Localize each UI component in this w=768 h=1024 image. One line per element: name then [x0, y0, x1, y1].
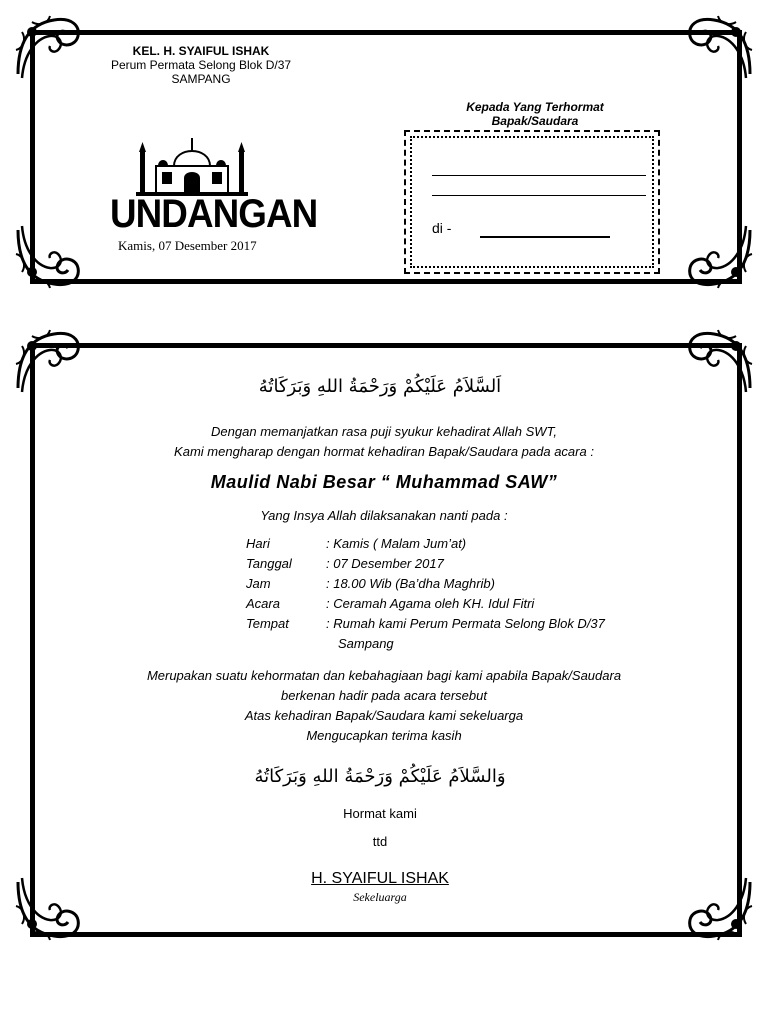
address-line-1[interactable]: [432, 175, 646, 176]
ornament-corner-icon: [684, 872, 754, 942]
closing-line-2: berkenan hadir pada acara tersebut: [281, 688, 487, 703]
recipient-heading-line1: Kepada Yang Terhormat: [466, 100, 604, 114]
detail-value: : 18.00 Wib (Ba’dha Maghrib): [326, 576, 495, 591]
detail-value: : Rumah kami Perum Permata Selong Blok D/37: [326, 616, 605, 631]
detail-label: Jam: [246, 576, 271, 591]
mosque-icon: [134, 128, 250, 198]
intro-line-2: Kami mengharap dengan hormat kehadiran Bapak/Saudara pada acara :: [174, 444, 594, 459]
intro-line-1: Dengan memanjatkan rasa puji syukur kehadirat Allah SWT,: [211, 424, 557, 439]
place-continuation: Sampang: [338, 636, 394, 651]
signature-mark: ttd: [372, 834, 388, 849]
regards-text: Hormat kami: [343, 806, 417, 821]
invitation-title: UNDANGAN: [110, 192, 318, 236]
signer-role: Sekeluarga: [353, 890, 407, 904]
detail-label: Hari: [246, 536, 270, 551]
event-title: Maulid Nabi Besar “ Muhammad SAW”: [210, 472, 558, 492]
schedule-intro: Yang Insya Allah dilaksanakan nanti pada :: [260, 508, 508, 523]
at-label: di -: [432, 220, 452, 236]
recipient-heading: [430, 100, 640, 128]
salam-closing: وَالسَّلاَمُ عَلَيْكُمْ وَرَحْمَةُ اللهِ وَبَرَكَاتُهُ: [254, 766, 506, 787]
detail-value: : Kamis ( Malam Jum’at): [326, 536, 467, 551]
recipient-heading-line2: Bapak/Saudara: [491, 114, 579, 128]
signer-name: H. SYAIFUL ISHAK: [311, 870, 449, 887]
invitation-date: Kamis, 07 Desember 2017: [118, 238, 257, 253]
ornament-corner-icon: [684, 328, 754, 398]
ornament-corner-icon: [684, 14, 754, 84]
detail-label: Tanggal: [246, 556, 292, 571]
detail-label: Acara: [246, 596, 280, 611]
closing-line-3: Atas kehadiran Bapak/Saudara kami sekeluarga: [244, 708, 524, 723]
detail-value: : Ceramah Agama oleh KH. Idul Fitri: [326, 596, 535, 611]
sender-city: SAMPANG: [171, 72, 231, 86]
salam-opening: اَلسَّلاَمُ عَلَيْكُمْ وَرَحْمَةُ اللهِ وَبَرَكَاتُهُ: [258, 376, 502, 397]
ornament-corner-icon: [684, 220, 754, 290]
closing-line-4: Mengucapkan terima kasih: [306, 728, 462, 743]
detail-label: Tempat: [246, 616, 289, 631]
detail-value: : 07 Desember 2017: [326, 556, 444, 571]
ornament-corner-icon: [14, 220, 84, 290]
address-box: [404, 130, 660, 274]
ornament-corner-icon: [14, 872, 84, 942]
sender-name: KEL. H. SYAIFUL ISHAK: [132, 44, 270, 58]
ornament-corner-icon: [14, 328, 84, 398]
address-line-3[interactable]: [480, 236, 610, 238]
address-line-2[interactable]: [432, 195, 646, 196]
sender-block: [70, 44, 332, 86]
sender-address: Perum Permata Selong Blok D/37: [110, 58, 292, 72]
closing-line-1: Merupakan suatu kehormatan dan kebahagiaan bagi kami apabila Bapak/Saudara: [146, 668, 622, 683]
